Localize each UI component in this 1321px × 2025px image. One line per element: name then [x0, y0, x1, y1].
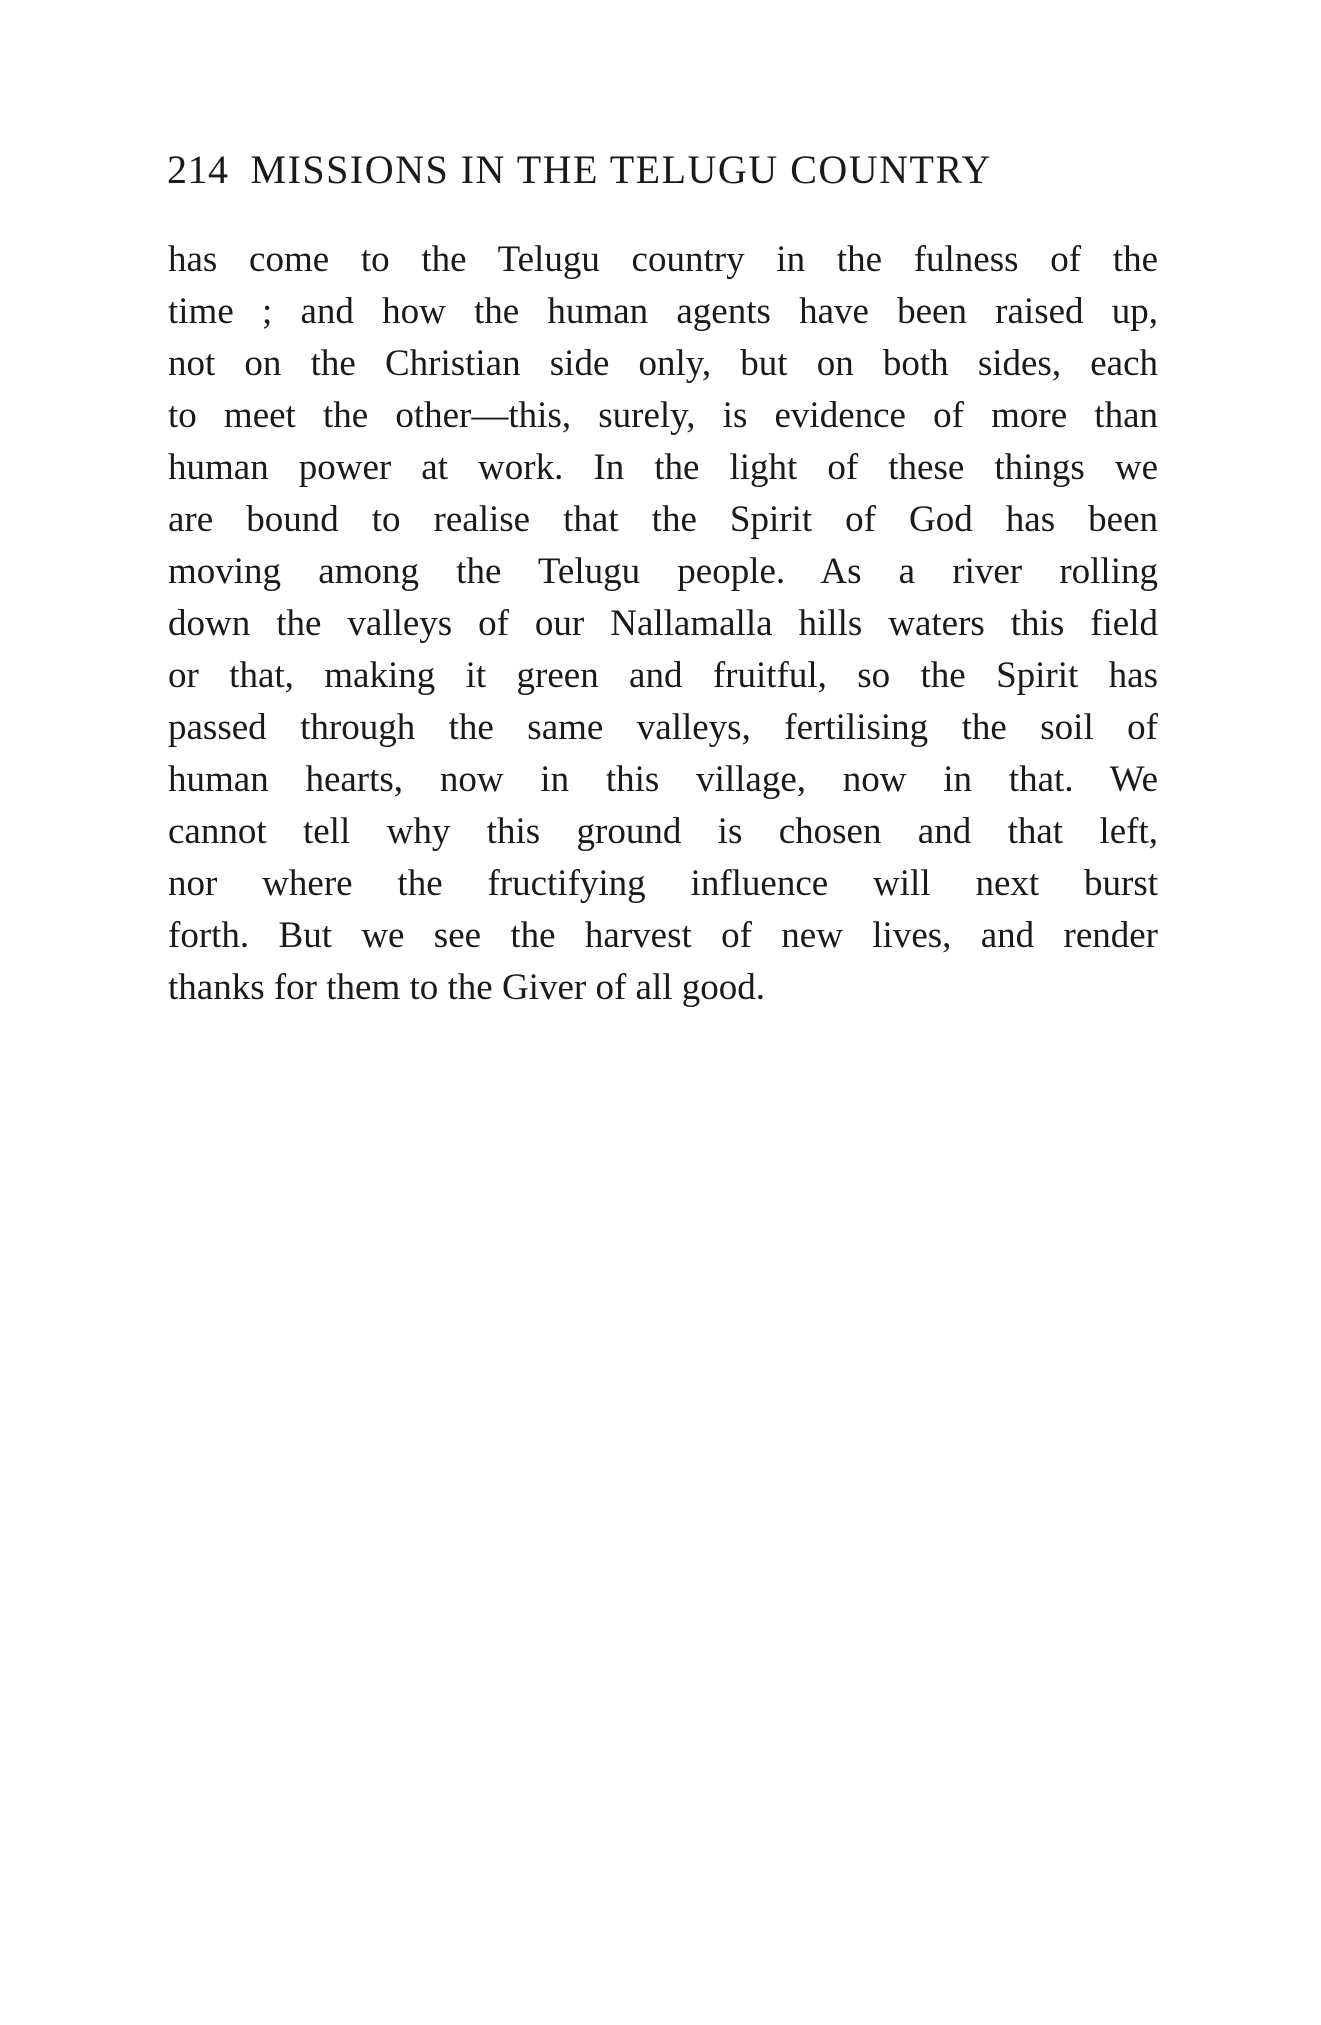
- text-line: human hearts, now in this village, now in that. We: [168, 759, 1158, 800]
- text-line: has come to the Telugu country in the fulness of the: [168, 239, 1158, 280]
- text-line: to meet the other—this, surely, is evidence of more than: [168, 395, 1158, 436]
- text-line: thanks for them to the Giver of all good.: [168, 967, 766, 1008]
- text-line: are bound to realise that the Spirit of God has been: [168, 499, 1158, 540]
- text-line: not on the Christian side only, but on both sides, each: [168, 343, 1158, 384]
- text-line: passed through the same valleys, fertilising the soil of: [168, 707, 1158, 748]
- text-line: or that, making it green and fruitful, so the Spirit has: [168, 655, 1158, 696]
- running-title: MISSIONS IN THE TELUGU COUNTRY: [250, 147, 992, 192]
- text-line: forth. But we see the harvest of new lives, and render: [168, 915, 1158, 956]
- text-line: nor where the fructifying influence will next burst: [168, 863, 1158, 904]
- page-number: 214: [167, 147, 229, 192]
- body-paragraph: [168, 234, 1158, 1014]
- running-head: [167, 146, 1167, 194]
- text-line: down the valleys of our Nallamalla hills waters this field: [168, 603, 1158, 644]
- text-line: moving among the Telugu people. As a river rolling: [168, 551, 1158, 592]
- text-line: time ; and how the human agents have been raised up,: [168, 291, 1158, 332]
- text-line: human power at work. In the light of these things we: [168, 447, 1158, 488]
- text-line: cannot tell why this ground is chosen and that left,: [168, 811, 1158, 852]
